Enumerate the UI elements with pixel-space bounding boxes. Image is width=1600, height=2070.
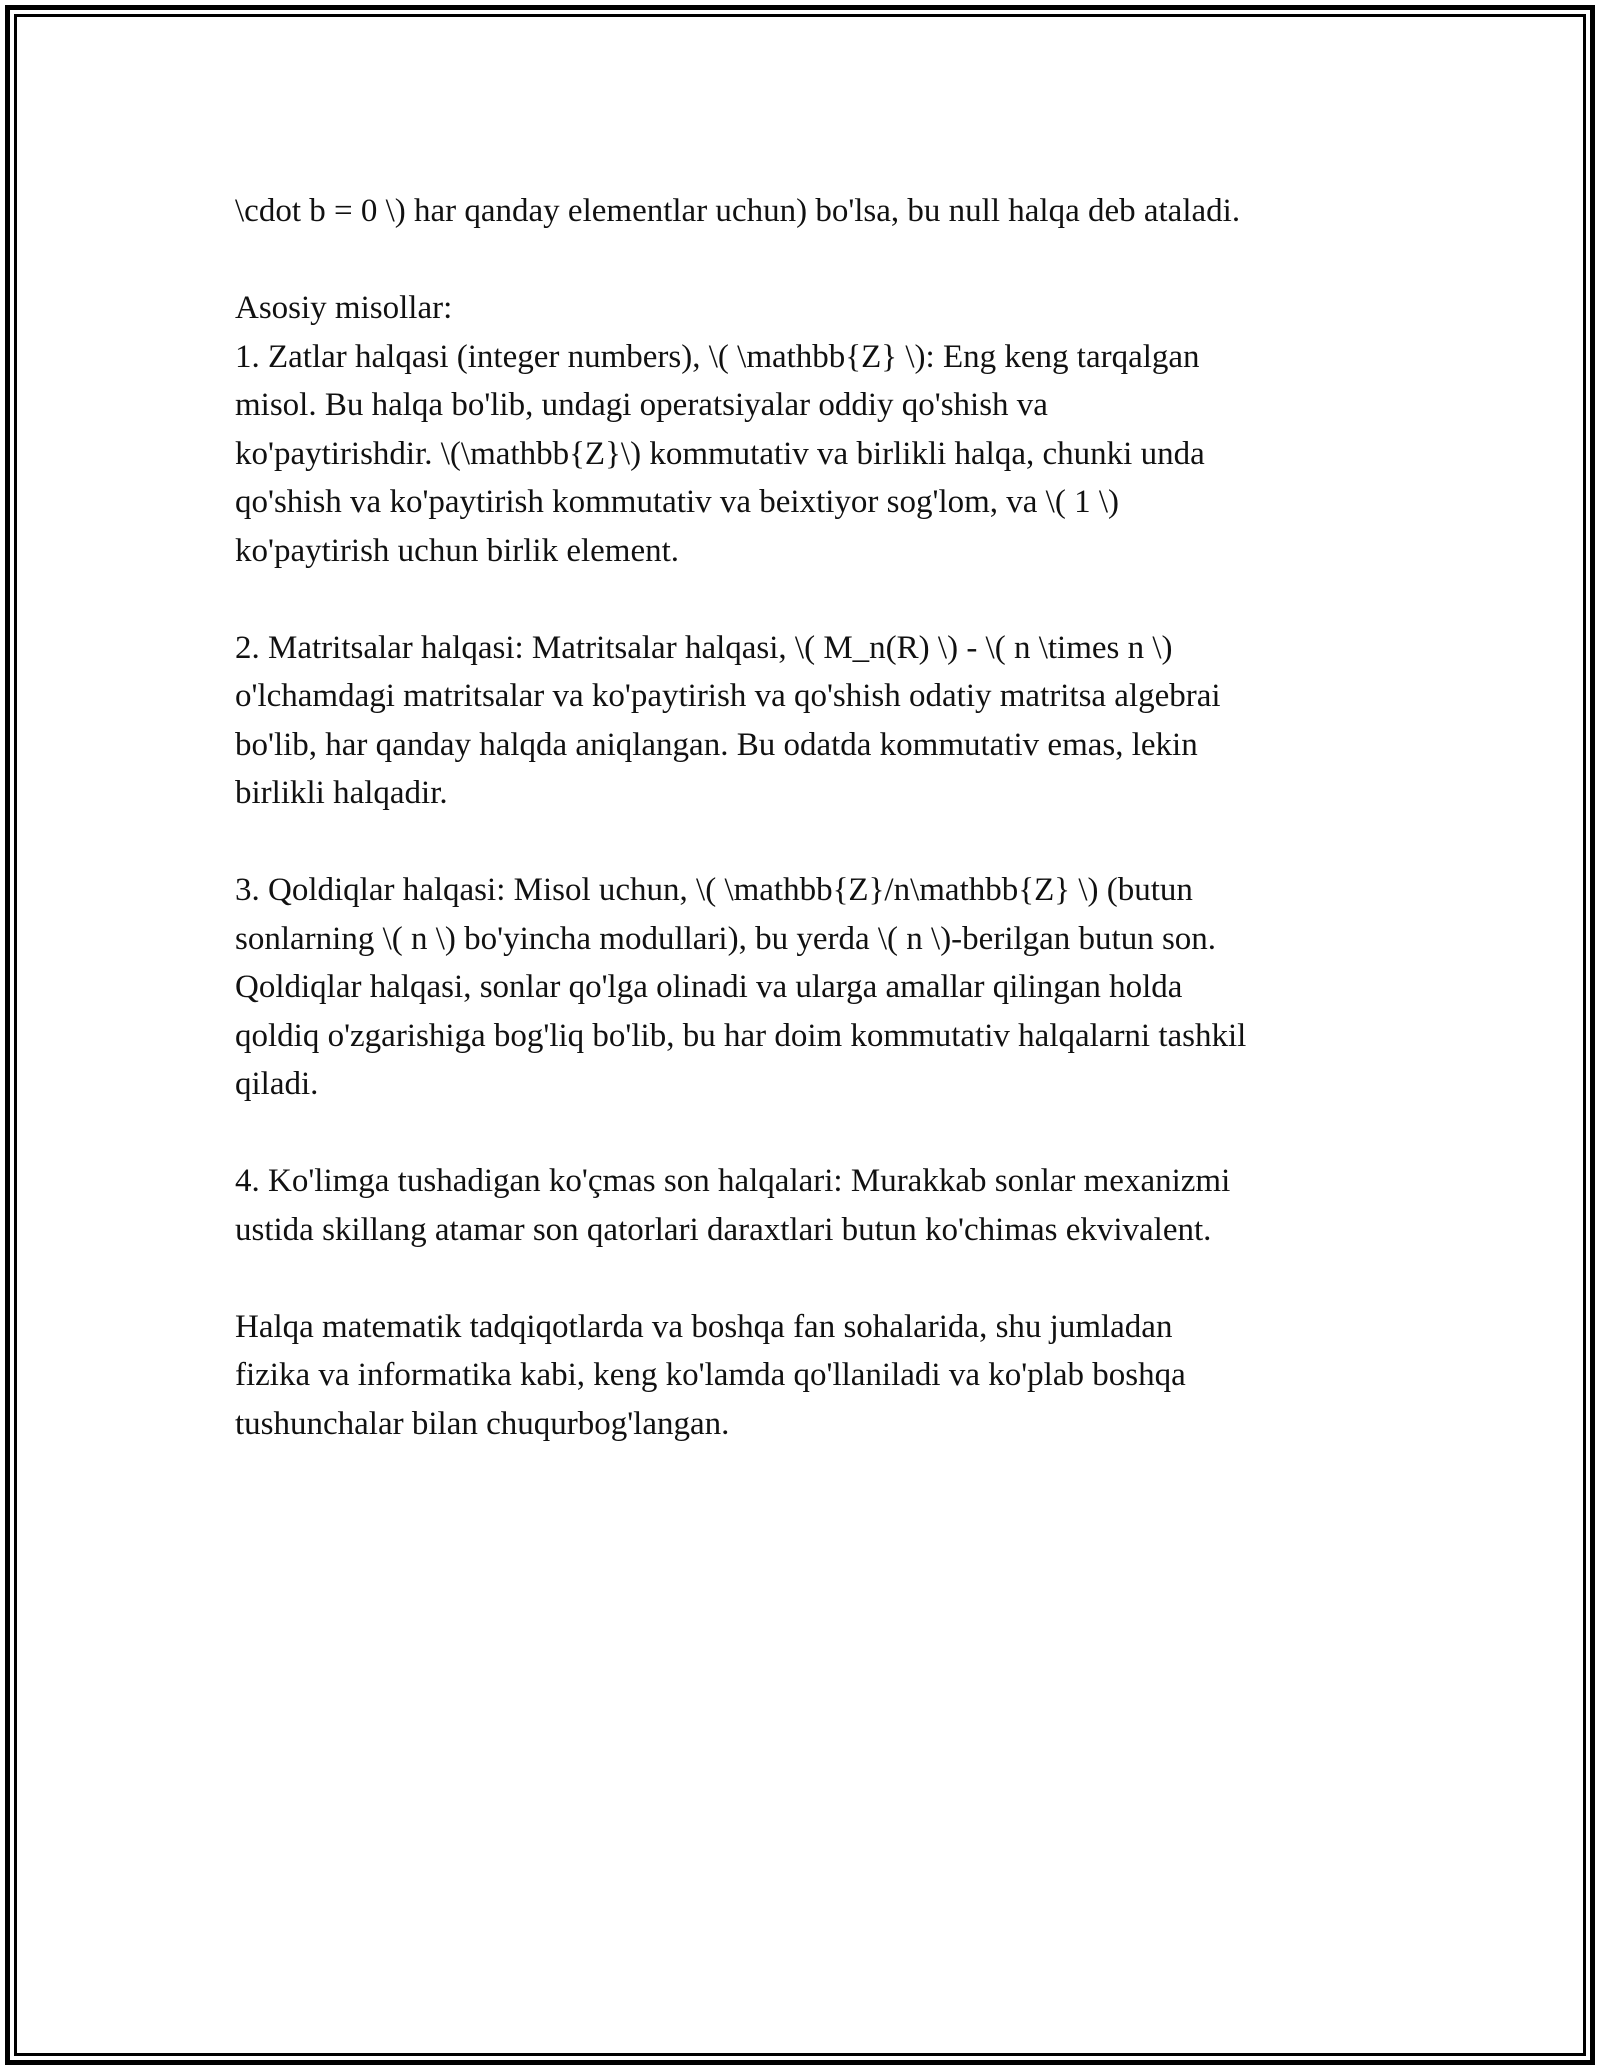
text-line: o'lchamdagi matritsalar va ko'paytirish va qo'shish odatiy matritsa algebrai [235,678,1221,714]
paragraph-example-1 [235,284,1385,575]
text-line: 4. Ko'limga tushadigan ko'çmas son halqalari: Murakkab sonlar mexanizmi [235,1163,1231,1199]
document-body [235,187,1385,1497]
text-line: fizika va informatika kabi, keng ko'lamda qo'llaniladi va ko'plab boshqa [235,1357,1186,1393]
text-line: birlikli halqadir. [235,775,448,811]
text-line: tushunchalar bilan chuqurbog'langan. [235,1405,730,1442]
text-line: bo'lib, har qanday halqda aniqlangan. Bu odatda kommutativ emas, lekin [235,726,1198,763]
text-line: \cdot b = 0 \) har qanday elementlar uchun) bo'lsa, bu null halqa deb ataladi. [235,193,1241,229]
paragraph-example-4 [235,1157,1385,1254]
text-line: 3. Qoldiqlar halqasi: Misol uchun, \( \mathbb{Z}/n\mathbb{Z} \) (butun [235,872,1193,908]
paragraph-conclusion [235,1303,1385,1449]
text-line: qiladi. [235,1066,319,1102]
text-line: ko'paytirishdir. \(\mathbb{Z}\) kommutativ va birlikli halqa, chunki unda [235,435,1205,472]
text-line: 2. Matritsalar halqasi: Matritsalar halqasi, \( M_n(R) \) - \( n \times n \) [235,629,1173,666]
paragraph-example-3 [235,866,1385,1109]
text-line: qo'shish va ko'paytirish kommutativ va beixtiyor sog'lom, va \( 1 \) [235,484,1119,520]
text-line: sonlarning \( n \) bo'yincha modullari), bu yerda \( n \)-berilgan butun son. [235,920,1217,957]
text-line: ustida skillang atamar son qatorlari daraxtlari butun ko'chimas ekvivalent. [235,1211,1212,1248]
paragraph-example-2 [235,624,1385,818]
section-heading: Asosiy misollar: [235,290,453,326]
text-line: ko'paytirish uchun birlik element. [235,532,680,569]
paragraph-intro [235,187,1385,236]
text-line: Halqa matematik tadqiqotlarda va boshqa fan sohalarida, shu jumladan [235,1308,1173,1345]
text-line: 1. Zatlar halqasi (integer numbers), \( \mathbb{Z} \): Eng keng tarqalgan [235,338,1200,375]
text-line: misol. Bu halqa bo'lib, undagi operatsiyalar oddiy qo'shish va [235,387,1048,423]
text-line: Qoldiqlar halqasi, sonlar qo'lga olinadi va ularga amallar qilingan holda [235,969,1183,1005]
text-line: qoldiq o'zgarishiga bog'liq bo'lib, bu har doim kommutativ halqalarni tashkil [235,1017,1247,1054]
